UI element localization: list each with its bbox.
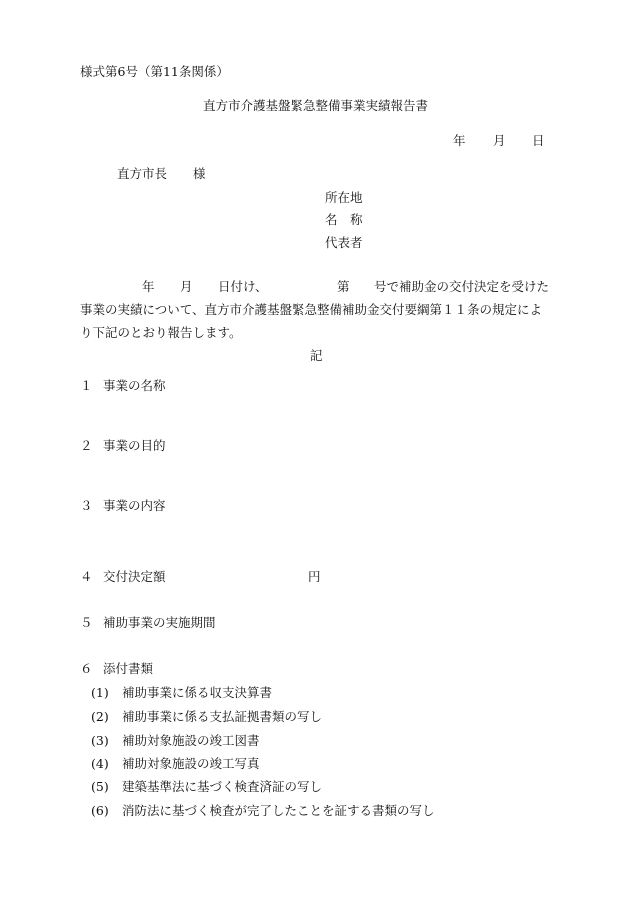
body-month: 月	[180, 279, 193, 294]
attachment-label: 消防法に基づく検査が完了したことを証する書類の写し	[122, 803, 435, 818]
attachment-number: (2)	[91, 709, 109, 724]
attachment-number: (1)	[91, 685, 109, 700]
item-number: １	[80, 378, 93, 393]
body-line1-rest: 号で補助金の交付決定を受けた	[374, 279, 550, 294]
applicant-representative-label: 代表者	[325, 235, 363, 250]
ki-heading: 記	[310, 348, 323, 363]
attachment-number: (4)	[91, 756, 109, 771]
date-day: 日	[532, 133, 545, 148]
amount-unit: 円	[308, 569, 321, 584]
item-number: ６	[80, 661, 93, 676]
body-year: 年	[142, 279, 155, 294]
applicant-location-label: 所在地	[325, 190, 363, 205]
addressee-name: 直方市長	[117, 166, 168, 181]
item-number: ４	[80, 569, 93, 584]
body-line3: り下記のとおり報告します。	[80, 325, 242, 340]
attachment-number: (5)	[91, 779, 109, 794]
item-label: 交付決定額	[103, 569, 166, 584]
item-label: 事業の目的	[103, 438, 166, 453]
attachment-label: 補助対象施設の竣工写真	[122, 756, 260, 771]
attachment-number: (3)	[91, 733, 109, 748]
attachment-label: 補助事業に係る支払証拠書類の写し	[122, 709, 323, 724]
attachment-label: 補助事業に係る収支決算書	[122, 685, 273, 700]
item-label: 添付書類	[103, 661, 154, 676]
date-year: 年	[453, 133, 466, 148]
addressee-honorific: 様	[193, 166, 206, 181]
date-month: 月	[493, 133, 506, 148]
item-label: 事業の内容	[103, 498, 166, 513]
item-number: ２	[80, 438, 93, 453]
form-label: 様式第6号（第11条関係）	[80, 64, 229, 79]
body-number-prefix: 第	[337, 279, 350, 294]
attachment-label: 補助対象施設の竣工図書	[122, 733, 260, 748]
attachment-label: 建築基準法に基づく検査済証の写し	[122, 779, 323, 794]
attachment-number: (6)	[91, 803, 109, 818]
item-label: 補助事業の実施期間	[103, 615, 216, 630]
applicant-name-label: 名 称	[325, 212, 363, 227]
document-title: 直方市介護基盤緊急整備事業実績報告書	[203, 98, 429, 113]
item-number: ５	[80, 615, 93, 630]
item-label: 事業の名称	[103, 378, 166, 393]
item-number: ３	[80, 498, 93, 513]
body-line2: 事業の実績について、直方市介護基盤緊急整備補助金交付要綱第１１条の規定によ	[80, 302, 543, 317]
body-dated: 日付け、	[218, 279, 268, 294]
